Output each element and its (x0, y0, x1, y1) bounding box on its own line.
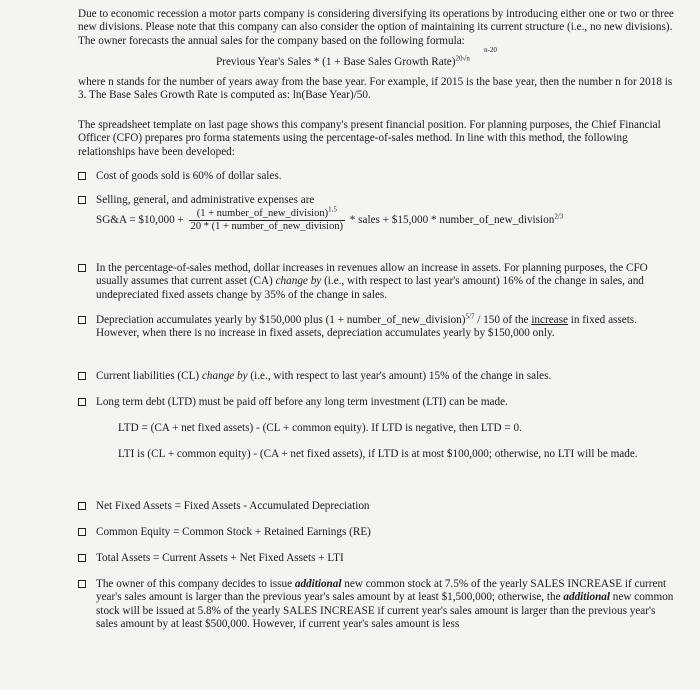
sales-formula-text: Previous Year's Sales * (1 + Base Sales Growth Rate) (216, 56, 456, 68)
ltd-equation: LTD = (CA + net fixed assets) - (CL + common equity). If LTD is negative, then LTD = 0. (118, 422, 522, 434)
checkbox-icon (78, 552, 90, 564)
owner-stock-item: The owner of this company decides to issue additional new common stock at 7.5% of the yearly SALES INCREASE if current year's sales amount is larger than the previous year's sales amount by at least $1,500,000; otherwise, the additional new common stock will be issued at 5.8% of the yearly SALES INCREASE if current year's sales amount is larger than the previous year's sales amount by at least $500,000. However, if current year's sales amount is less (96, 578, 674, 631)
sga-fraction (189, 205, 345, 233)
sales-formula-exponent: 20√n (455, 54, 470, 63)
checkbox-icon (78, 194, 90, 206)
sga-numerator: (1 + number_of_new_division) (196, 208, 329, 219)
template-paragraph: The spreadsheet template on last page shows this company's present financial position. For planning purposes, the Chief Financial Officer (CFO) prepares pro forma statements using the percentage-of-sales method. In line with this method, the following relationships have been developed: (78, 119, 661, 158)
checkbox-icon (78, 526, 90, 538)
common-equity-item: Common Equity = Common Stock + Retained Earnings (RE) (96, 526, 371, 538)
sga-denominator: 20 * (1 + number_of_new_division) (190, 221, 343, 232)
net-fixed-assets-item: Net Fixed Assets = Fixed Assets - Accumulated Depreciation (96, 500, 370, 512)
checkbox-icon (78, 314, 90, 326)
checkbox-icon (78, 578, 90, 590)
current-liabilities-item: Current liabilities (CL) change by (i.e., with respect to last year's amount) 15% of the change in sales. (96, 370, 552, 382)
checkbox-icon (78, 170, 90, 182)
intro-paragraph: Due to economic recession a motor parts company is considering diversifying its operations by introducing either one or two or three new divisions. Please note that this company can also consider the option of maintaining its current structure (i.e., no new divisions). The owner forecasts the annual sales for the company based on the following formula: (78, 8, 674, 47)
sga-equation (96, 205, 564, 233)
total-assets-item: Total Assets = Current Assets + Net Fixed Assets + LTI (96, 552, 344, 564)
sga-lhs: SG&A = $10,000 + (96, 214, 184, 227)
checkbox-icon (78, 500, 90, 512)
ltd-item: Long term debt (LTD) must be paid off before any long term investment (LTI) can be made. (96, 396, 508, 408)
checkbox-icon (78, 370, 90, 382)
current-assets-item: In the percentage-of-sales method, dollar increases in revenues allow an increase in assets. For planning purposes, the CFO usually assumes that current asset (CA) change by (i.e., with respect to last year's amount) 16% of the change in sales, and undepreciated fixed assets change by 35% of the change in sales. (96, 262, 648, 301)
cogs-item: Cost of goods sold is 60% of dollar sales. (96, 170, 282, 182)
checkbox-icon (78, 396, 90, 408)
lti-equation: LTI is (CL + common equity) - (CA + net fixed assets), if LTD is at most $100,000; otherwise, no LTI will be made. (118, 448, 638, 460)
sales-formula (216, 56, 470, 69)
sga-rest-exponent: 2/3 (554, 212, 564, 221)
sga-intro: Selling, general, and administrative expenses are (96, 194, 315, 206)
sga-rest: * sales + $15,000 * number_of_new_division (349, 214, 555, 227)
depreciation-item: Depreciation accumulates yearly by $150,000 plus (1 + number_of_new_division)$^{5/7}$ / 150 of the increase in fixed assets. However, when there is no increase in fixed assets, depreciation accumulates yearly by $150,000 only. (96, 312, 637, 340)
where-paragraph: where n stands for the number of years away from the base year. For example, if 2015 is the base year, then the number n for 2018 is 3. The Base Sales Growth Rate is computed as: ln(Base Year)/50. (78, 76, 673, 102)
sga-numerator-exponent: 1.5 (328, 205, 337, 214)
checkbox-icon (78, 262, 90, 274)
formula-top-superscript: n-20 (484, 46, 497, 54)
